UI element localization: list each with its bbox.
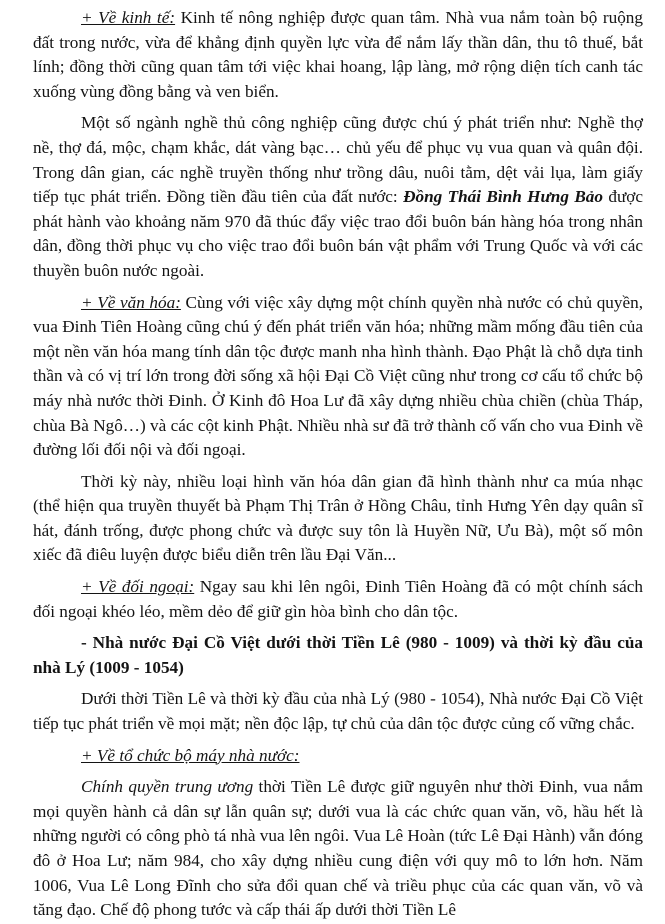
paragraph-central-government bbox=[33, 775, 643, 923]
coin-name-emphasis: Đồng Thái Bình Hưng Bảo bbox=[403, 187, 603, 207]
section-lead-apparatus: + Về tổ chức bộ máy nhà nước: bbox=[81, 745, 300, 765]
paragraph-text: Thời kỳ này, nhiều loại hình văn hóa dân gian đã hình thành như ca múa nhạc (thể hiện qua truyền thuyết bà Phạm Thị Trân ở Hồng Châu, tỉnh Hưng Yên dạy quân sĩ hát, đánh trống, được phong chức và được suy tôn là Huyền Nữ, Ưu Bà), một số môn xiếc đã điêu luyện được biểu diễn trên lầu Đại Văn... bbox=[33, 471, 643, 565]
paragraph-text: Ngay sau khi lên ngôi, Đinh Tiên Hoàng đã có một chính sách đối ngoại khéo léo, mềm dẻo để giữ gìn hòa bình cho dân tộc. bbox=[33, 577, 644, 621]
paragraph-text: thời Tiền Lê được giữ nguyên như thời Đinh, vua nắm mọi quyền hành cả dân sự lẫn quân sự; dưới vua là các chức quan văn, võ, hầu hết là những người có công phò tá nhà vua lên ngôi. Vua Lê Hoàn (tức Lê Đại Hành) vẫn đóng đô ở Hoa Lư; năm 984, cho xây dựng nhiều cung điện với quy mô to lớn hơn. Năm 1006, Vua Lê Long Đĩnh cho sửa đổi quan chế và triều phục của các quan văn, võ và tăng đạo. Chế độ phong tước và cấp thái ấp dưới thời Tiền Lê bbox=[33, 777, 643, 920]
paragraph-tien-le-intro bbox=[33, 687, 643, 736]
section-heading: - Nhà nước Đại Cồ Việt dưới thời Tiền Lê (980 - 1009) và thời kỳ đầu của nhà Lý (1009 - 1054) bbox=[33, 633, 643, 677]
paragraph-folk-culture bbox=[33, 470, 643, 568]
paragraph-text: Kinh tế nông nghiệp được quan tâm. Nhà vua nắm toàn bộ ruộng đất trong nước, vừa để khẳng định quyền lực vừa để nắm lấy thần dân, thu tô thuế, bắt lính; đồng thời cũng quan tâm tới việc khai hoang, lập làng, mở rộng diện tích canh tác xuống vùng đồng bằng và ven biển. bbox=[33, 8, 643, 101]
paragraph-culture bbox=[33, 291, 643, 463]
section-lead-foreign-affairs: + Về đối ngoại: bbox=[81, 577, 195, 597]
paragraph-text: Dưới thời Tiền Lê và thời kỳ đầu của nhà Lý (980 - 1054), Nhà nước Đại Cồ Việt tiếp tục phát triển về mọi mặt; nền độc lập, tự chủ của dân tộc được củng cố vững chắc. bbox=[33, 689, 643, 734]
section-lead-culture: + Về văn hóa: bbox=[81, 292, 181, 312]
section-lead-central-government: Chính quyền trung ương bbox=[81, 777, 254, 797]
paragraph-text: Một số ngành nghề thủ công nghiệp cũng được chú ý phát triển như: Nghề thợ nề, thợ đá, mộc, chạm khắc, dát vàng bạc… chủ yếu để phục vụ vua quan và quân đội. Trong dân gian, các nghề truyền thống như trồng dâu, nuôi tằm, dệt vải lụa, làm giấy tiếp tục phát triển. Đồng tiền đầu tiên của đất nước: bbox=[33, 113, 643, 207]
paragraph-crafts bbox=[33, 111, 643, 283]
paragraph-text: Cùng với việc xây dựng một chính quyền nhà nước có chủ quyền, vua Đinh Tiên Hoàng cũng chú ý đến phát triển văn hóa; những mầm mống đầu tiên của một nền văn hóa mang tính dân tộc được manh nha hình thành. Đạo Phật là chỗ dựa tinh thần và có vị trí lớn trong đời sống xã hội Đại Cồ Việt cũng như trong cơ cấu tổ chức bộ máy nhà nước thời Đinh. Ở Kinh đô Hoa Lư đã xây dựng nhiều chùa chiền (chùa Tháp, chùa Bà Ngô…) và các cột kinh Phật. Nhiều nhà sư đã trở thành cố vấn cho vua Đinh về đường lối đối nội và đối ngoại. bbox=[33, 292, 643, 460]
paragraph-text: được phát hành vào khoảng năm 970 đã thúc đẩy việc trao đổi buôn bán hàng hóa trong nhân dân, đồng thời phục vụ cho việc trao đổi buôn bán vật phẩm với Trung Quốc và với các thuyền buôn nước ngoài. bbox=[33, 187, 643, 280]
section-lead-economy: + Về kinh tế: bbox=[81, 8, 176, 27]
paragraph-apparatus-lead bbox=[33, 744, 643, 769]
paragraph-foreign-affairs bbox=[33, 575, 643, 624]
paragraph-economy bbox=[33, 6, 643, 104]
